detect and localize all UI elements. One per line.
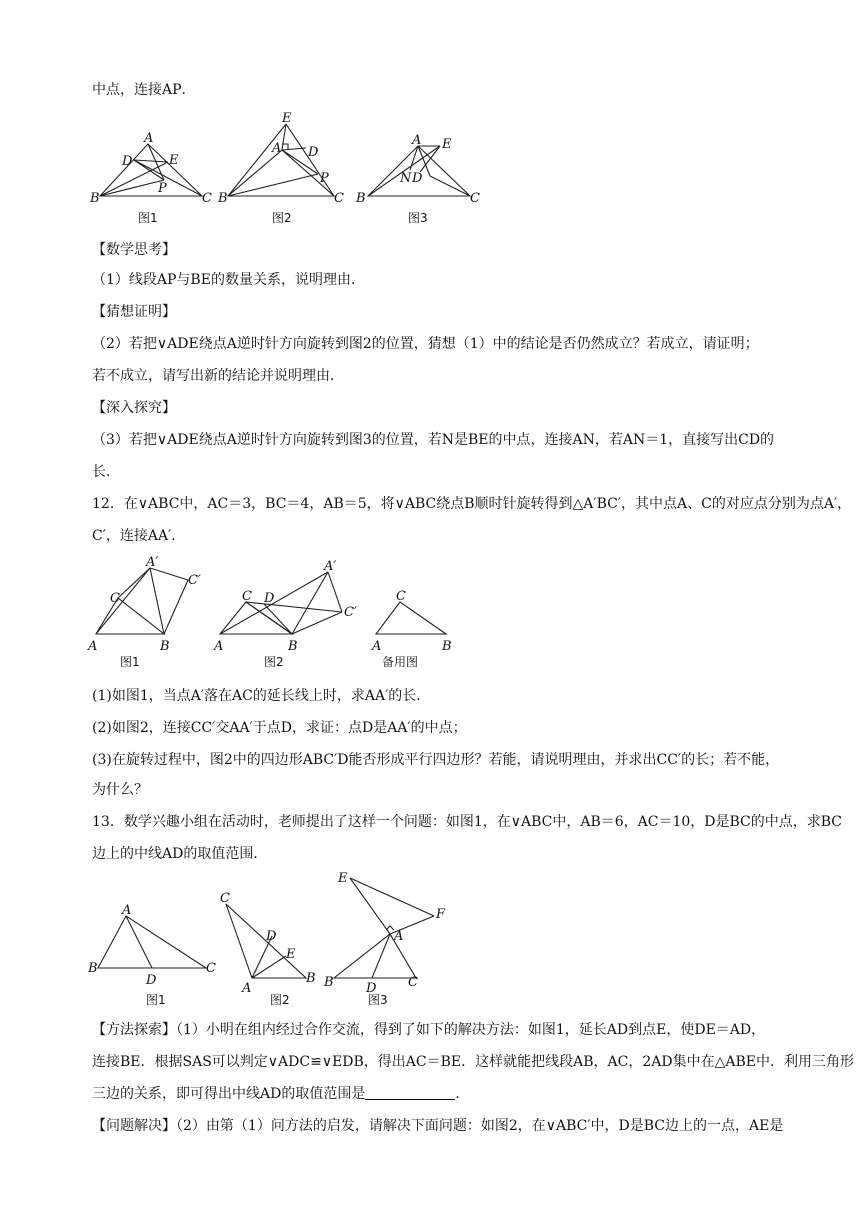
figure-1-triangle bbox=[89, 131, 212, 225]
svg-text:D: D bbox=[146, 973, 157, 988]
svg-text:B: B bbox=[288, 639, 298, 654]
problem-13-line-1: 13．数学兴趣小组在活动时，老师提出了这样一个问题：如图1，在∨ABC中，AB＝6，AC＝10，D是BC的中点，求BC bbox=[92, 814, 843, 830]
p12-fig1-caption: 图1 bbox=[120, 655, 140, 669]
svg-text:E: E bbox=[338, 871, 348, 886]
problem-12-q1: (1)如图1，当点A′落在AC的延长线上时，求AA′的长． bbox=[92, 688, 431, 704]
p13-fig2-caption: 图2 bbox=[270, 993, 290, 1007]
figure-3-triangle bbox=[355, 133, 480, 225]
p13-figure-2 bbox=[220, 891, 316, 1007]
svg-text:F: F bbox=[436, 907, 446, 922]
svg-text:C: C bbox=[470, 191, 480, 206]
svg-text:D: D bbox=[412, 171, 423, 186]
fig1-caption: 图1 bbox=[138, 211, 158, 225]
section-guess-proof: 【猜想证明】 bbox=[92, 304, 176, 320]
p13-fig1-caption: 图1 bbox=[146, 993, 166, 1007]
svg-text:C: C bbox=[202, 191, 212, 206]
svg-text:B: B bbox=[306, 971, 316, 986]
section-math-thinking: 【数学思考】 bbox=[92, 242, 176, 258]
question-3-line-2: 长． bbox=[92, 464, 120, 480]
svg-text:A: A bbox=[412, 133, 422, 148]
p12-backup-caption: 备用图 bbox=[382, 655, 419, 669]
svg-text:N: N bbox=[400, 171, 412, 186]
svg-text:P: P bbox=[158, 181, 167, 196]
svg-text:D: D bbox=[264, 591, 275, 606]
problem-13-solve-line-1: 【问题解决】（2）由第（1）问方法的启发，请解决下面问题：如图2，在∨ABC′中，D是BC边上的一点，AE是 bbox=[92, 1118, 784, 1134]
fig2-caption: 图2 bbox=[272, 211, 292, 225]
problem-13-method-line-1: 【方法探索】（1）小明在组内经过合作交流，得到了如下的解决方法：如图1，延长AD到点E，使DE＝AD， bbox=[92, 1022, 766, 1038]
question-2-line-1: （2）若把∨ADE绕点A逆时针方向旋转到图2的位置，猜想（1）中的结论是否仍然成立？若成立，请证明； bbox=[92, 336, 759, 352]
p12-figure-2 bbox=[213, 559, 357, 669]
p13-figure-3 bbox=[323, 871, 446, 1007]
question-2-line-2: 若不成立，请写出新的结论并说明理由． bbox=[92, 368, 344, 384]
svg-text:D: D bbox=[366, 981, 377, 996]
svg-text:B: B bbox=[356, 191, 366, 206]
problem-13-method-line-3 bbox=[92, 1084, 469, 1104]
figure-2-triangle bbox=[217, 111, 344, 225]
problem-13-method-line-2: 连接BE．根据SAS可以判定∨ADC≌∨EDB，得出AC＝BE．这样就能把线段AB，AC，2AD集中在△ABE中．利用三角形 bbox=[92, 1054, 854, 1070]
section-deep-exploration: 【深入探究】 bbox=[92, 400, 176, 416]
p13-figure-1 bbox=[87, 903, 216, 1007]
svg-text:D: D bbox=[122, 154, 133, 169]
svg-text:C: C bbox=[408, 975, 418, 990]
problem-12-q2: (2)如图2，连接CC′交AA′于点D，求证：点D是AA′的中点； bbox=[92, 720, 467, 736]
svg-text:A: A bbox=[144, 131, 154, 146]
svg-text:B: B bbox=[442, 639, 452, 654]
svg-text:A: A bbox=[372, 639, 382, 654]
svg-text:E: E bbox=[442, 137, 452, 152]
text-top-midpoint: 中点，连接AP． bbox=[92, 82, 196, 98]
svg-text:C: C bbox=[220, 891, 230, 906]
problem-12-q3-line-1: (3)在旋转过程中，图2中的四边形ABC′D能否形成平行四边形？若能，请说明理由，并求出CC′的长；若不能， bbox=[92, 752, 780, 768]
svg-text:A′: A′ bbox=[146, 555, 159, 570]
question-1: （1）线段AP与BE的数量关系，说明理由． bbox=[92, 272, 365, 288]
p12-backup-figure bbox=[371, 589, 452, 669]
svg-text:E: E bbox=[282, 111, 292, 126]
svg-text:A: A bbox=[242, 981, 252, 996]
svg-text:P: P bbox=[320, 171, 329, 186]
svg-text:A: A bbox=[394, 929, 404, 944]
method-line-3-end: ． bbox=[455, 1086, 470, 1102]
svg-text:B: B bbox=[160, 639, 170, 654]
problem-12-q3-line-2: 为什么？ bbox=[92, 782, 148, 798]
figure-group-2 bbox=[88, 556, 468, 672]
problem-13-line-2: 边上的中线AD的取值范围． bbox=[92, 846, 268, 862]
svg-text:A: A bbox=[272, 141, 282, 156]
question-3-line-1: （3）若把∨ADE绕点A逆时针方向旋转到图3的位置，若N是BE的中点，连接AN，若AN＝1，直接写出CD的 bbox=[92, 432, 775, 448]
figure-group-1 bbox=[90, 110, 490, 230]
p12-fig2-caption: 图2 bbox=[264, 655, 284, 669]
svg-text:B: B bbox=[218, 191, 228, 206]
fig3-caption: 图3 bbox=[408, 211, 428, 225]
svg-text:C: C bbox=[206, 961, 216, 976]
svg-text:D: D bbox=[308, 145, 319, 160]
svg-text:D: D bbox=[266, 929, 277, 944]
answer-blank bbox=[365, 1085, 455, 1100]
svg-text:C: C bbox=[396, 589, 406, 604]
svg-text:B: B bbox=[88, 961, 98, 976]
svg-text:E: E bbox=[169, 153, 179, 168]
problem-12-line-2: C′，连接AA′． bbox=[92, 528, 186, 544]
svg-text:A: A bbox=[88, 639, 98, 654]
p13-fig3-caption: 图3 bbox=[368, 993, 388, 1007]
svg-text:E: E bbox=[286, 947, 296, 962]
problem-12-line-1: 12．在∨ABC中，AC＝3，BC＝4，AB＝5，将∨ABC绕点B顺时针旋转得到△A′BC′，其中点A、C的对应点分别为点A′， bbox=[92, 496, 852, 512]
svg-text:C′: C′ bbox=[188, 573, 201, 588]
svg-text:C: C bbox=[334, 191, 344, 206]
svg-text:C: C bbox=[110, 591, 120, 606]
svg-text:C′: C′ bbox=[344, 605, 357, 620]
figure-group-3 bbox=[88, 872, 468, 1012]
svg-text:B: B bbox=[324, 975, 334, 990]
svg-text:A: A bbox=[122, 903, 132, 918]
svg-text:A′: A′ bbox=[324, 559, 337, 574]
svg-text:B: B bbox=[90, 191, 100, 206]
svg-text:C: C bbox=[242, 589, 252, 604]
method-line-3-text: 三边的关系，即可得出中线AD的取值范围是 bbox=[92, 1086, 366, 1102]
p12-figure-1 bbox=[87, 555, 201, 669]
svg-text:A: A bbox=[214, 639, 224, 654]
